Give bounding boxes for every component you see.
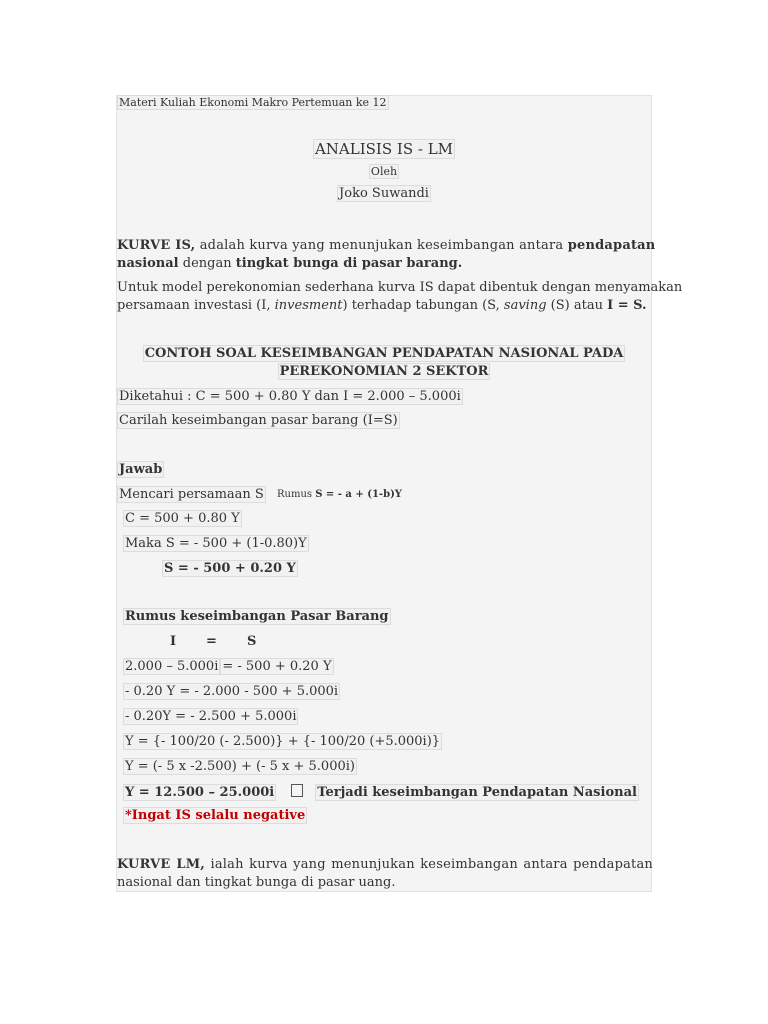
i-label: I (170, 634, 177, 649)
c-equation: C = 500 + 0.80 Y (125, 511, 240, 526)
jawab-text: Jawab (119, 462, 163, 477)
kurve-lm-term: KURVE LM, (117, 857, 206, 872)
document-title (117, 140, 651, 159)
model-line-2 (117, 298, 647, 314)
model-bold: I = S. (607, 298, 647, 313)
i-equals-s-sign (206, 634, 217, 650)
i-equals-s-line (170, 634, 176, 650)
model-text-2a: persamaan investasi (I, (117, 298, 271, 313)
model-text-2c: (S) atau (550, 298, 603, 313)
by-text: Oleh (370, 165, 398, 178)
document-header (117, 96, 389, 110)
kurve-is-line-1 (117, 238, 656, 254)
model-italic-2: saving (503, 298, 547, 313)
s-equation: S = - 500 + 0.20 Y (164, 561, 296, 576)
title-text: ANALISIS IS - LM (314, 140, 454, 158)
contoh-line-2: PEREKONOMIAN 2 SEKTOR (279, 364, 489, 379)
contoh-heading-2 (117, 364, 651, 380)
kurve-is-term: KURVE IS, (117, 238, 196, 253)
step-line-3 (123, 709, 298, 725)
carilah-text: Carilah keseimbangan pasar barang (I=S) (119, 413, 398, 428)
mencari-line (117, 487, 266, 503)
by-line (117, 165, 651, 179)
mencari-text: Mencari persamaan S (119, 487, 264, 502)
s-label: S (247, 634, 257, 649)
kurve-is-bold-2: nasional (117, 256, 179, 271)
header-text: Materi Kuliah Ekonomi Makro Pertemuan ke 12 (119, 96, 387, 109)
carilah-line (117, 413, 400, 429)
kurve-lm-line-1 (117, 857, 653, 873)
model-text-2b: ) terhadap tabungan (S, (342, 298, 500, 313)
i-equals-s-right (247, 634, 256, 650)
author-name (117, 186, 651, 202)
step-line-1 (123, 659, 334, 675)
equals-sign: = (206, 634, 217, 649)
kurve-is-text-2: dengan (182, 256, 232, 271)
maka-line (123, 536, 309, 552)
rumus-pasar-text: Rumus keseimbangan Pasar Barang (125, 609, 389, 624)
kurve-lm-text-2: nasional dan tingkat bunga di pasar uang. (117, 875, 396, 890)
jawab-heading (117, 462, 164, 478)
model-line-1 (117, 280, 683, 296)
model-italic-1: invesment (274, 298, 343, 313)
step-4: Y = {- 100/20 (- 2.500)} + {- 100/20 (+5.000i)} (125, 734, 441, 749)
diketahui-text: Diketahui : C = 500 + 0.80 Y dan I = 2.000 – 5.000i (119, 389, 461, 404)
step-line-4 (123, 734, 442, 750)
rumus-s-line (277, 489, 402, 502)
s-equation-line (162, 561, 298, 577)
step-5: Y = (- 5 x -2.500) + (- 5 x + 5.000i) (125, 759, 355, 774)
ingat-line (123, 808, 307, 824)
step-1a: 2.000 – 5.000i (125, 659, 219, 674)
rumus-label: Rumus (277, 489, 313, 500)
kurve-is-bold-3: tingkat bunga di pasar barang. (235, 256, 463, 271)
kurve-is-text: adalah kurva yang menunjukan keseimbangan antara (199, 238, 564, 253)
document-page (116, 95, 683, 892)
step-1b: = - 500 + 0.20 Y (222, 659, 332, 674)
step-line-2 (123, 684, 340, 700)
kurve-lm-line-2 (117, 875, 396, 891)
result-note: Terjadi keseimbangan Pendapatan Nasional (317, 785, 637, 800)
rumus-pasar-heading (123, 609, 391, 625)
author-text: Joko Suwandi (339, 186, 429, 201)
diketahui-line (117, 389, 463, 405)
kurve-is-line-2 (117, 256, 462, 272)
step-3: - 0.20Y = - 2.500 + 5.000i (125, 709, 297, 724)
result-equation: Y = 12.500 – 25.000i (125, 785, 275, 800)
kurve-lm-text: ialah kurva yang menunjukan keseimbangan antara pendapatan (210, 857, 653, 872)
step-2: - 0.20 Y = - 2.000 - 500 + 5.000i (125, 684, 339, 699)
c-equation-line (123, 511, 242, 527)
ingat-text: *Ingat IS selalu negative (125, 808, 306, 823)
contoh-heading-1 (117, 346, 651, 362)
result-line (123, 784, 639, 801)
kurve-is-bold: pendapatan (567, 238, 656, 253)
implies-arrow-icon (291, 784, 303, 797)
step-line-5 (123, 759, 357, 775)
contoh-line-1: CONTOH SOAL KESEIMBANGAN PENDAPATAN NASIONAL PADA (144, 346, 624, 361)
model-text-1: Untuk model perekonomian sederhana kurva IS dapat dibentuk dengan menyamakan (117, 280, 683, 295)
rumus-formula: S = - a + (1-b)Y (315, 489, 402, 500)
maka-equation: Maka S = - 500 + (1-0.80)Y (125, 536, 307, 551)
